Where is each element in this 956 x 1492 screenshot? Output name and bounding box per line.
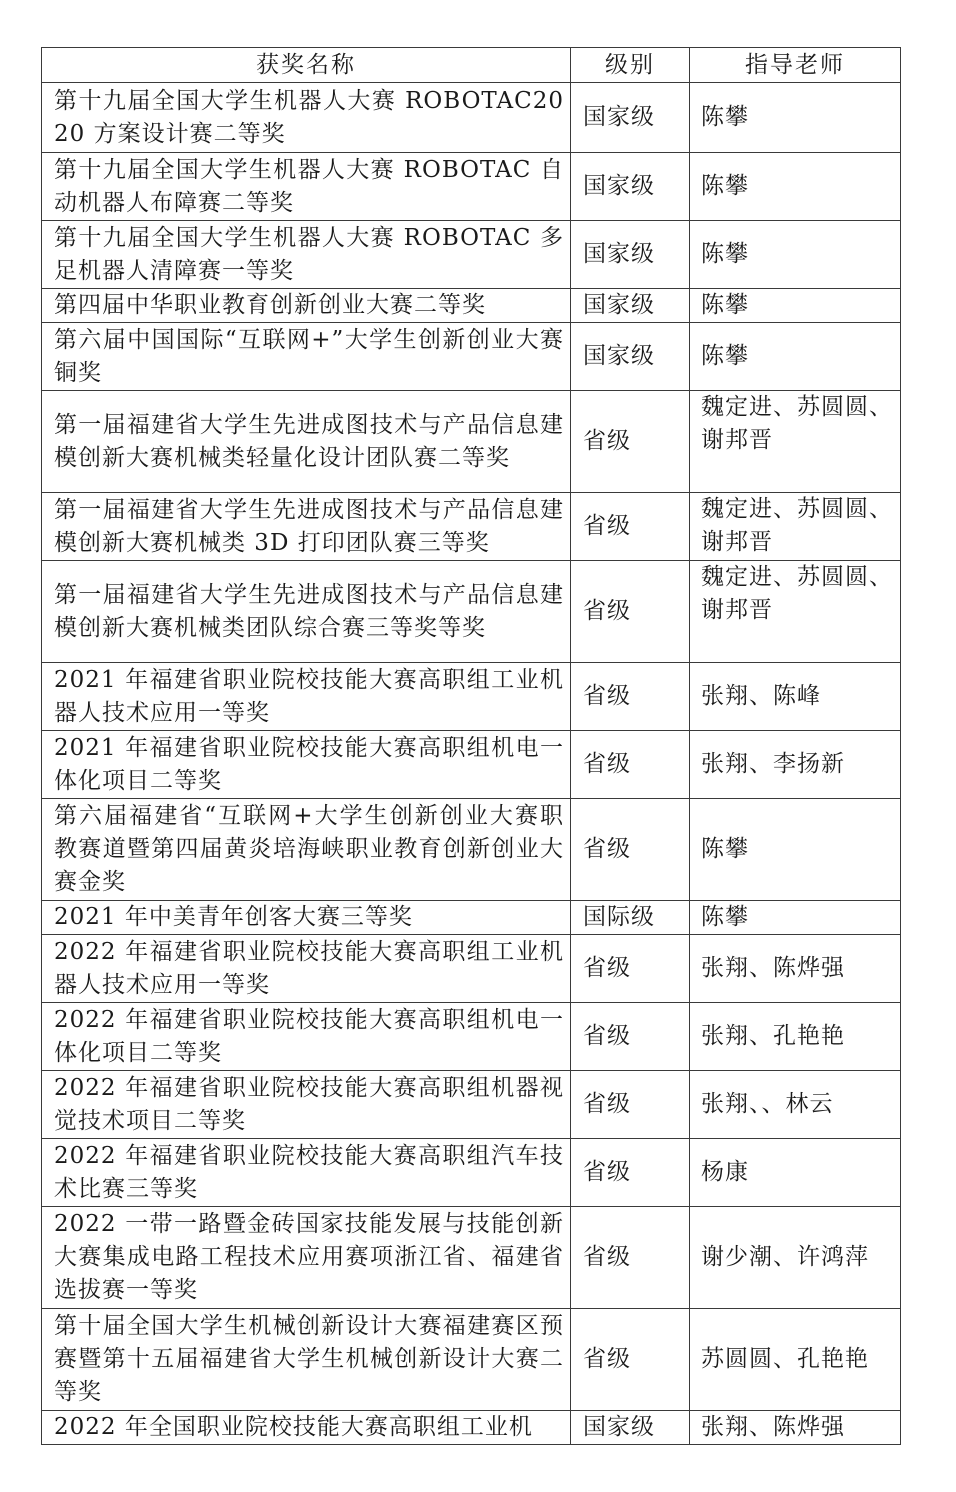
table-row: [42, 1411, 901, 1445]
table-body: [42, 83, 901, 1445]
level-cell: 国家级: [571, 289, 690, 323]
level-cell: 省级: [571, 935, 690, 1003]
teacher-cell: 陈攀: [690, 153, 901, 221]
level-cell: 省级: [571, 391, 690, 493]
table-row: [42, 935, 901, 1003]
table-row: [42, 1309, 901, 1411]
award-name-cell: 2022 年福建省职业院校技能大赛高职组机电一体化项目二等奖: [42, 1003, 571, 1071]
teacher-cell: 陈攀: [690, 221, 901, 289]
award-name-cell: 第十九届全国大学生机器人大赛 ROBOTAC 多足机器人清障赛一等奖: [42, 221, 571, 289]
table-row: [42, 901, 901, 935]
table-row: [42, 799, 901, 901]
teacher-cell: 张翔、陈烨强: [690, 935, 901, 1003]
teacher-cell: 魏定进、苏圆圆、谢邦晋: [690, 493, 901, 561]
table-row: [42, 1207, 901, 1309]
level-cell: 省级: [571, 1309, 690, 1411]
award-name-cell: 2022 年全国职业院校技能大赛高职组工业机: [42, 1411, 571, 1445]
level-cell: 省级: [571, 1071, 690, 1139]
award-name-cell: 2021 年福建省职业院校技能大赛高职组工业机器人技术应用一等奖: [42, 663, 571, 731]
table-row: [42, 663, 901, 731]
teacher-cell: 魏定进、苏圆圆、谢邦晋: [690, 561, 901, 663]
level-cell: 省级: [571, 731, 690, 799]
table-header: [42, 48, 901, 83]
header-row: [42, 48, 901, 83]
teacher-cell: 张翔、陈峰: [690, 663, 901, 731]
award-name-cell: 第十九届全国大学生机器人大赛 ROBOTAC2020 方案设计赛二等奖: [42, 83, 571, 153]
teacher-cell: 苏圆圆、孔艳艳: [690, 1309, 901, 1411]
teacher-cell: 张翔、陈烨强: [690, 1411, 901, 1445]
award-name-cell: 第一届福建省大学生先进成图技术与产品信息建模创新大赛机械类 3D 打印团队赛三等奖: [42, 493, 571, 561]
award-name-cell: 2022 年福建省职业院校技能大赛高职组汽车技术比赛三等奖: [42, 1139, 571, 1207]
award-name-cell: 2021 年福建省职业院校技能大赛高职组机电一体化项目二等奖: [42, 731, 571, 799]
award-name-cell: 第一届福建省大学生先进成图技术与产品信息建模创新大赛机械类团队综合赛三等奖等奖: [42, 561, 571, 663]
teacher-cell: 陈攀: [690, 323, 901, 391]
table-row: [42, 561, 901, 663]
level-cell: 国际级: [571, 901, 690, 935]
teacher-cell: 陈攀: [690, 289, 901, 323]
level-cell: 省级: [571, 561, 690, 663]
table-row: [42, 153, 901, 221]
teacher-cell: 魏定进、苏圆圆、谢邦晋: [690, 391, 901, 493]
teacher-cell: 杨康: [690, 1139, 901, 1207]
level-cell: 省级: [571, 1207, 690, 1309]
header-award-name: 获奖名称: [42, 48, 571, 83]
award-name-cell: 第六届福建省“互联网+大学生创新创业大赛职教赛道暨第四届黄炎培海峡职业教育创新创业大赛金奖: [42, 799, 571, 901]
level-cell: 省级: [571, 663, 690, 731]
teacher-cell: 陈攀: [690, 83, 901, 153]
level-cell: 国家级: [571, 221, 690, 289]
awards-table: [41, 47, 901, 1445]
award-name-cell: 2022 一带一路暨金砖国家技能发展与技能创新大赛集成电路工程技术应用赛项浙江省、福建省选拔赛一等奖: [42, 1207, 571, 1309]
level-cell: 省级: [571, 1003, 690, 1071]
level-cell: 国家级: [571, 1411, 690, 1445]
teacher-cell: 陈攀: [690, 799, 901, 901]
level-cell: 省级: [571, 799, 690, 901]
level-cell: 省级: [571, 493, 690, 561]
table-row: [42, 289, 901, 323]
teacher-cell: 张翔、李扬新: [690, 731, 901, 799]
table-row: [42, 493, 901, 561]
award-name-cell: 第一届福建省大学生先进成图技术与产品信息建模创新大赛机械类轻量化设计团队赛二等奖: [42, 391, 571, 493]
table-row: [42, 221, 901, 289]
award-name-cell: 2022 年福建省职业院校技能大赛高职组机器视觉技术项目二等奖: [42, 1071, 571, 1139]
teacher-cell: 张翔、、林云: [690, 1071, 901, 1139]
header-level: 级别: [571, 48, 690, 83]
award-name-cell: 2021 年中美青年创客大赛三等奖: [42, 901, 571, 935]
table-row: [42, 83, 901, 153]
award-name-cell: 第十届全国大学生机械创新设计大赛福建赛区预赛暨第十五届福建省大学生机械创新设计大赛二等奖: [42, 1309, 571, 1411]
award-name-cell: 第十九届全国大学生机器人大赛 ROBOTAC 自动机器人布障赛二等奖: [42, 153, 571, 221]
table-row: [42, 1003, 901, 1071]
table-row: [42, 1139, 901, 1207]
level-cell: 国家级: [571, 153, 690, 221]
header-teacher: 指导老师: [690, 48, 901, 83]
table-row: [42, 323, 901, 391]
level-cell: 省级: [571, 1139, 690, 1207]
level-cell: 国家级: [571, 83, 690, 153]
teacher-cell: 谢少潮、许鸿萍: [690, 1207, 901, 1309]
level-cell: 国家级: [571, 323, 690, 391]
award-name-cell: 2022 年福建省职业院校技能大赛高职组工业机器人技术应用一等奖: [42, 935, 571, 1003]
teacher-cell: 张翔、孔艳艳: [690, 1003, 901, 1071]
table-row: [42, 1071, 901, 1139]
table-row: [42, 391, 901, 493]
award-name-cell: 第六届中国国际“互联网+”大学生创新创业大赛铜奖: [42, 323, 571, 391]
award-name-cell: 第四届中华职业教育创新创业大赛二等奖: [42, 289, 571, 323]
table-row: [42, 731, 901, 799]
teacher-cell: 陈攀: [690, 901, 901, 935]
